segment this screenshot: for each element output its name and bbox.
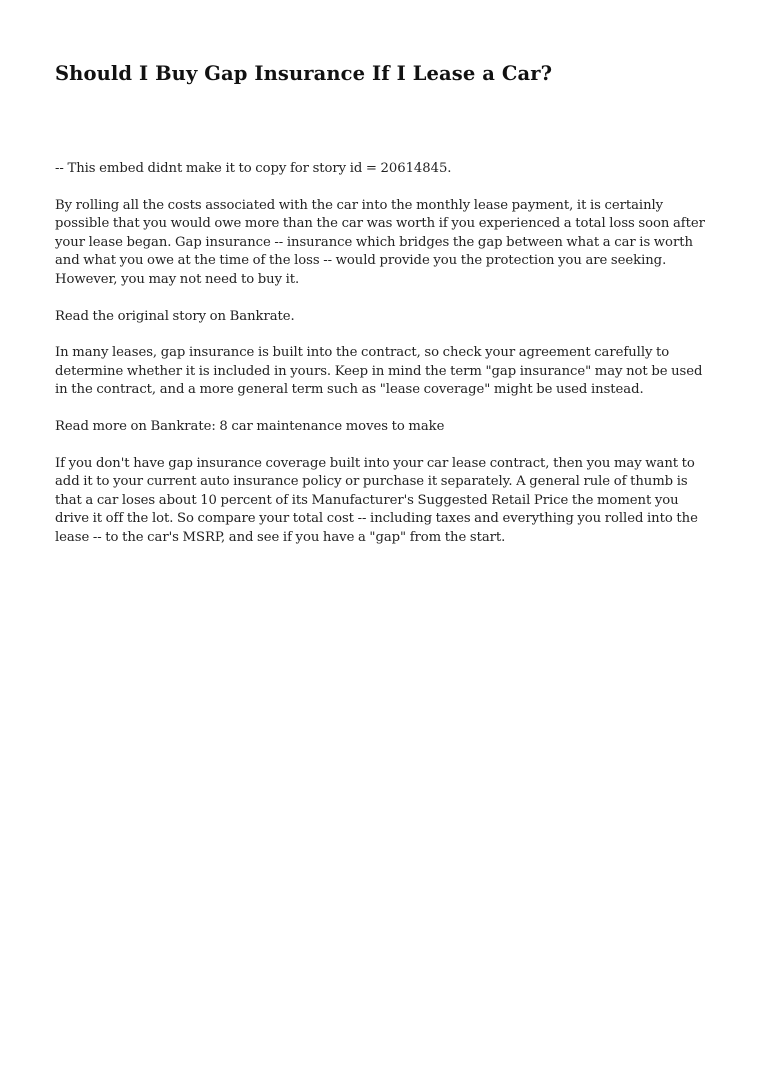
paragraph-intro: By rolling all the costs associated with the car into the monthly lease payment, it is certainly possible that you would owe more than the car was worth if you experienced a total loss soon after your lease began. Gap insurance -- insurance which bridges the gap between what a car is worth and what you owe at the time of the loss -- would provide you the protection you are seeking. However, you may not need to buy it. [55,197,705,287]
page-title: Should I Buy Gap Insurance If I Lease a Car? [55,62,553,85]
paragraph-original-story: Read the original story on Bankrate. [55,308,295,324]
paragraph-gap-coverage: If you don't have gap insurance coverage built into your car lease contract, then you may want to add it to your current auto insurance policy or purchase it separately. A general rule of thumb is that a car loses about 10 percent of its Manufacturer's Suggested Retail Price the moment you drive it off the lot. So compare your total cost -- including taxes and everything you rolled into the lease -- to the car's MSRP, and see if you have a "gap" from the start. [55,455,698,545]
paragraph-embed-note: -- This embed didnt make it to copy for story id = 20614845. [55,161,452,176]
document-body [55,160,715,548]
document-content [55,60,715,566]
paragraph-lease-contract: In many leases, gap insurance is built into the contract, so check your agreement carefully to determine whether it is included in yours. Keep in mind the term "gap insurance" may not be used in the contract, and a more general term such as "lease coverage" might be used instead. [55,345,703,398]
paragraph-read-more: Read more on Bankrate: 8 car maintenance moves to make [55,418,445,434]
